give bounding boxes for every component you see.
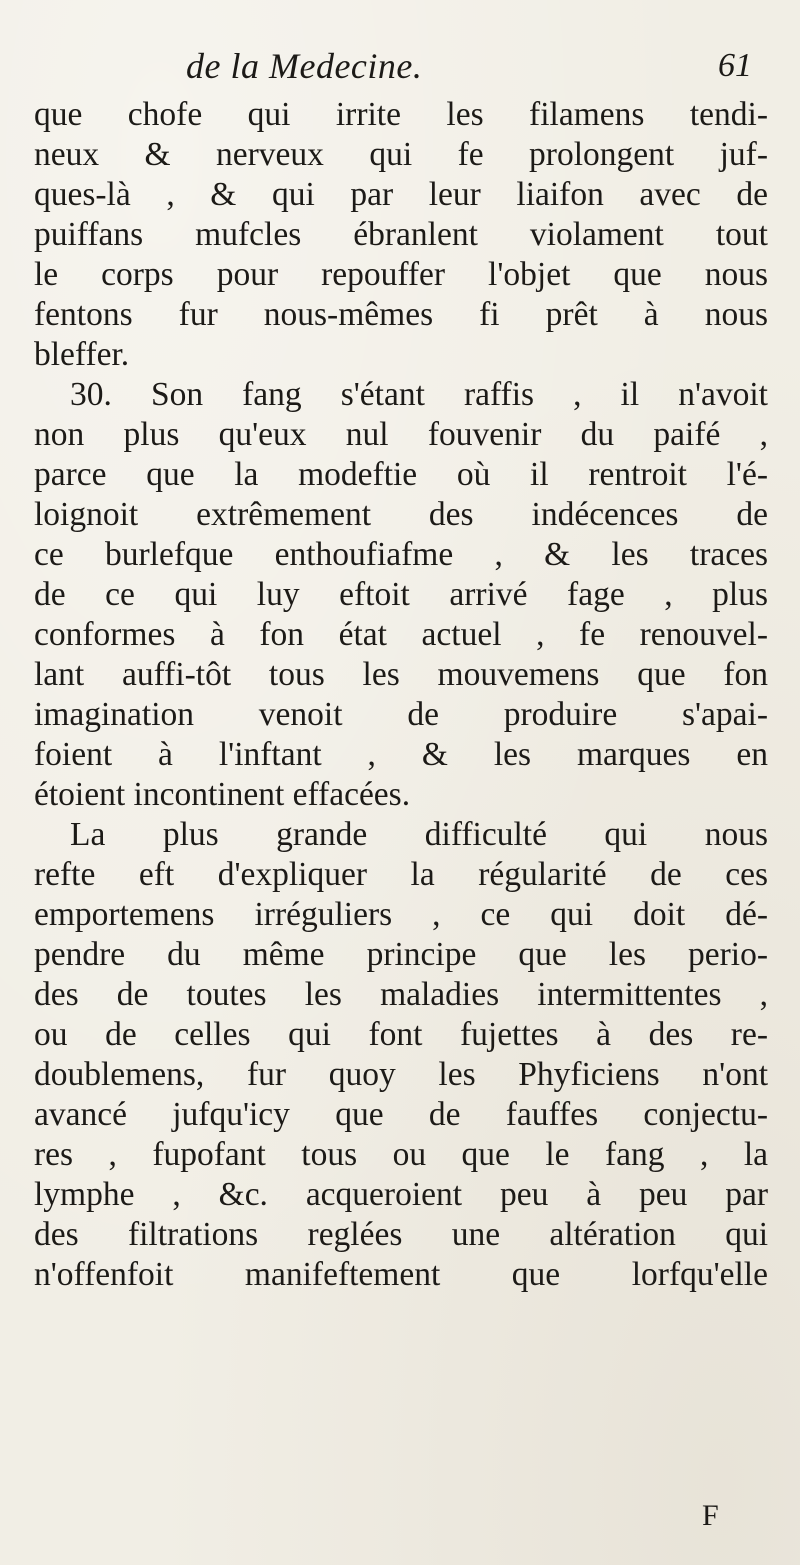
body-text — [34, 95, 784, 1295]
text-line-21: emportemens irréguliers , ce qui doit dé- — [34, 896, 768, 933]
text-line-10: parce que la modeftie où il rentroit l'é- — [34, 456, 768, 493]
text-line-3: ques-là , & qui par leur liaifon avec de — [34, 176, 768, 213]
text-line-17: foient à l'inftant , & les marques en — [34, 736, 768, 773]
text-line-29: des filtrations reglées une altération qui — [34, 1216, 768, 1253]
running-title: de la Medecine. — [186, 46, 423, 86]
text-line-8: 30. Son fang s'étant raffis , il n'avoit — [70, 376, 768, 413]
text-line-12: ce burlefque enthoufiafme , & les traces — [34, 536, 768, 573]
text-line-18: étoient incontinent effacées. — [34, 776, 411, 813]
text-line-6: fentons fur nous-mêmes fi prêt à nous — [34, 296, 768, 333]
text-line-25: doublemens, fur quoy les Phyficiens n'ont — [34, 1056, 768, 1093]
text-line-11: loignoit extrêmement des indécences de — [34, 496, 768, 533]
catchword: F — [702, 1499, 719, 1532]
text-line-2: neux & nerveux qui fe prolongent juf- — [34, 136, 768, 173]
running-head — [0, 44, 800, 88]
text-line-20: refte eft d'expliquer la régularité de ces — [34, 856, 768, 893]
page-number: 61 — [718, 47, 752, 84]
text-line-23: des de toutes les maladies intermittentes , — [34, 976, 768, 1013]
text-line-30: n'offenfoit manifeftement que lorfqu'elle — [34, 1256, 768, 1293]
text-line-9: non plus qu'eux nul fouvenir du paifé , — [34, 416, 768, 453]
text-line-26: avancé jufqu'icy que de fauffes conjectu- — [34, 1096, 768, 1133]
text-line-27: res , fupofant tous ou que le fang , la — [34, 1136, 768, 1173]
text-line-1: que chofe qui irrite les filamens tendi- — [34, 96, 768, 133]
text-line-5: le corps pour repouffer l'objet que nous — [34, 256, 768, 293]
text-line-24: ou de celles qui font fujettes à des re- — [34, 1016, 768, 1053]
text-line-7: bleffer. — [34, 336, 130, 373]
text-line-13: de ce qui luy eftoit arrivé fage , plus — [34, 576, 768, 613]
text-line-14: conformes à fon état actuel , fe renouvel- — [34, 616, 768, 653]
text-line-4: puiffans mufcles ébranlent violament tout — [34, 216, 768, 253]
text-line-19: La plus grande difficulté qui nous — [70, 816, 768, 853]
text-line-28: lymphe , &c. acqueroient peu à peu par — [34, 1176, 768, 1213]
text-line-22: pendre du même principe que les perio- — [34, 936, 768, 973]
text-line-15: lant auffi-tôt tous les mouvemens que fon — [34, 656, 768, 693]
text-line-16: imagination venoit de produire s'apai- — [34, 696, 768, 733]
